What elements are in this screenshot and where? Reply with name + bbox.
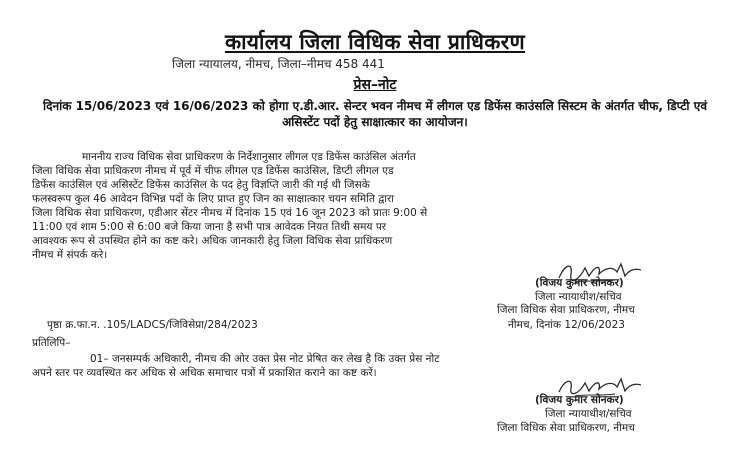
body-line-1: माननीय राज्य विधिक सेवा प्राधिकरण के निर्देशानुसार लीगल एड डिफेंस काउंसिल अंतर्गत	[82, 151, 416, 163]
body-line-2: जिला विधिक सेवा प्राधिकरण नीमच में पूर्व में चीफ लीगल एड डिफेंस काउंसिल, डिप्टी लीगल एड	[32, 165, 394, 177]
copy-to-line-1: 01– जनसम्पर्क अधिकारी, नीमच की ओर उक्त प्रेस नोट प्रेषित कर लेख है कि उक्त प्रेस नोट	[90, 353, 440, 365]
body-line-6: 11:00 एवं शाम 5:00 से 6:00 बजे किया जाना है सभी पात्र आवेदक नियत तिथी समय पर	[32, 221, 387, 233]
body-line-3: डिफेंस काउंसिल एवं असिस्टेंट डिफेंस काउंसिल के पद हेतु विज्ञप्ति जारी की गई थी जिसके	[32, 179, 370, 191]
reference-date: नीमच, दिनांक 12/06/2023	[508, 319, 625, 331]
copy-to-line-2: अपने स्तर पर व्यवस्थित कर अधिक से अधिक समाचार पत्रों में प्रकाशित कराने का कष्ट करें।	[32, 367, 377, 379]
body-line-8: नीमच में संपर्क करे।	[32, 249, 108, 261]
signatory-designation-1: जिला न्यायाधीश/सचिव	[535, 291, 622, 303]
body-line-5: जिला विधिक सेवा प्राधिकरण, एडीआर सेंटर नीमच में दिनांक 15 एवं 16 जून 2023 को प्रातः 9:00 से	[32, 207, 428, 219]
signatory-designation-2: जिला न्यायाधीश/सचिव	[545, 408, 632, 420]
office-title: कार्यालय जिला विधिक सेवा प्राधिकरण	[224, 30, 526, 54]
signatory-office-1: जिला विधिक सेवा प्राधिकरण, नीमच	[497, 304, 635, 316]
office-address: जिला न्यायालय, नीमच, जिला–नीमच 458 441	[172, 57, 385, 71]
press-note-headline: दिनांक 15/06/2023 एवं 16/06/2023 को होगा ए.डी.आर. सेन्टर भवन नीमच में लीगल एड डिफेंस काउंसलि सिस्टम के अंतर्गत चीफ, डिप्टी एवं असिस्टेंट पदों हेतु साक्षात्कार का आयोजन।	[42, 99, 708, 129]
copy-to-label: प्रतिलिपि–	[32, 337, 71, 349]
reference-number: पृष्ठा क्र.फा.न. .105/LADCS/जिविसेप्रा/284/2023	[47, 319, 258, 331]
press-note-heading: प्रेस–नोट	[353, 77, 397, 93]
body-line-4: फलस्वरूप कुल 46 आवेदन विभिन्न पदों के लिए प्राप्त हुए जिन का साक्षात्कार चयन समिति द्वारा	[32, 193, 395, 205]
signatory-office-2: जिला विधिक सेवा प्राधिकरण, नीमच	[497, 422, 635, 434]
signatory-name-1: (विजय कुमार सोनकर)	[535, 277, 624, 289]
body-line-7: आवश्यक रूप से उपस्थित होने का कष्ट करे। अधिक जानकारी हेतु जिला विधिक सेवा प्राधिकरण	[32, 235, 393, 247]
signatory-name-2: (विजय कुमार सोनकर)	[535, 394, 624, 406]
